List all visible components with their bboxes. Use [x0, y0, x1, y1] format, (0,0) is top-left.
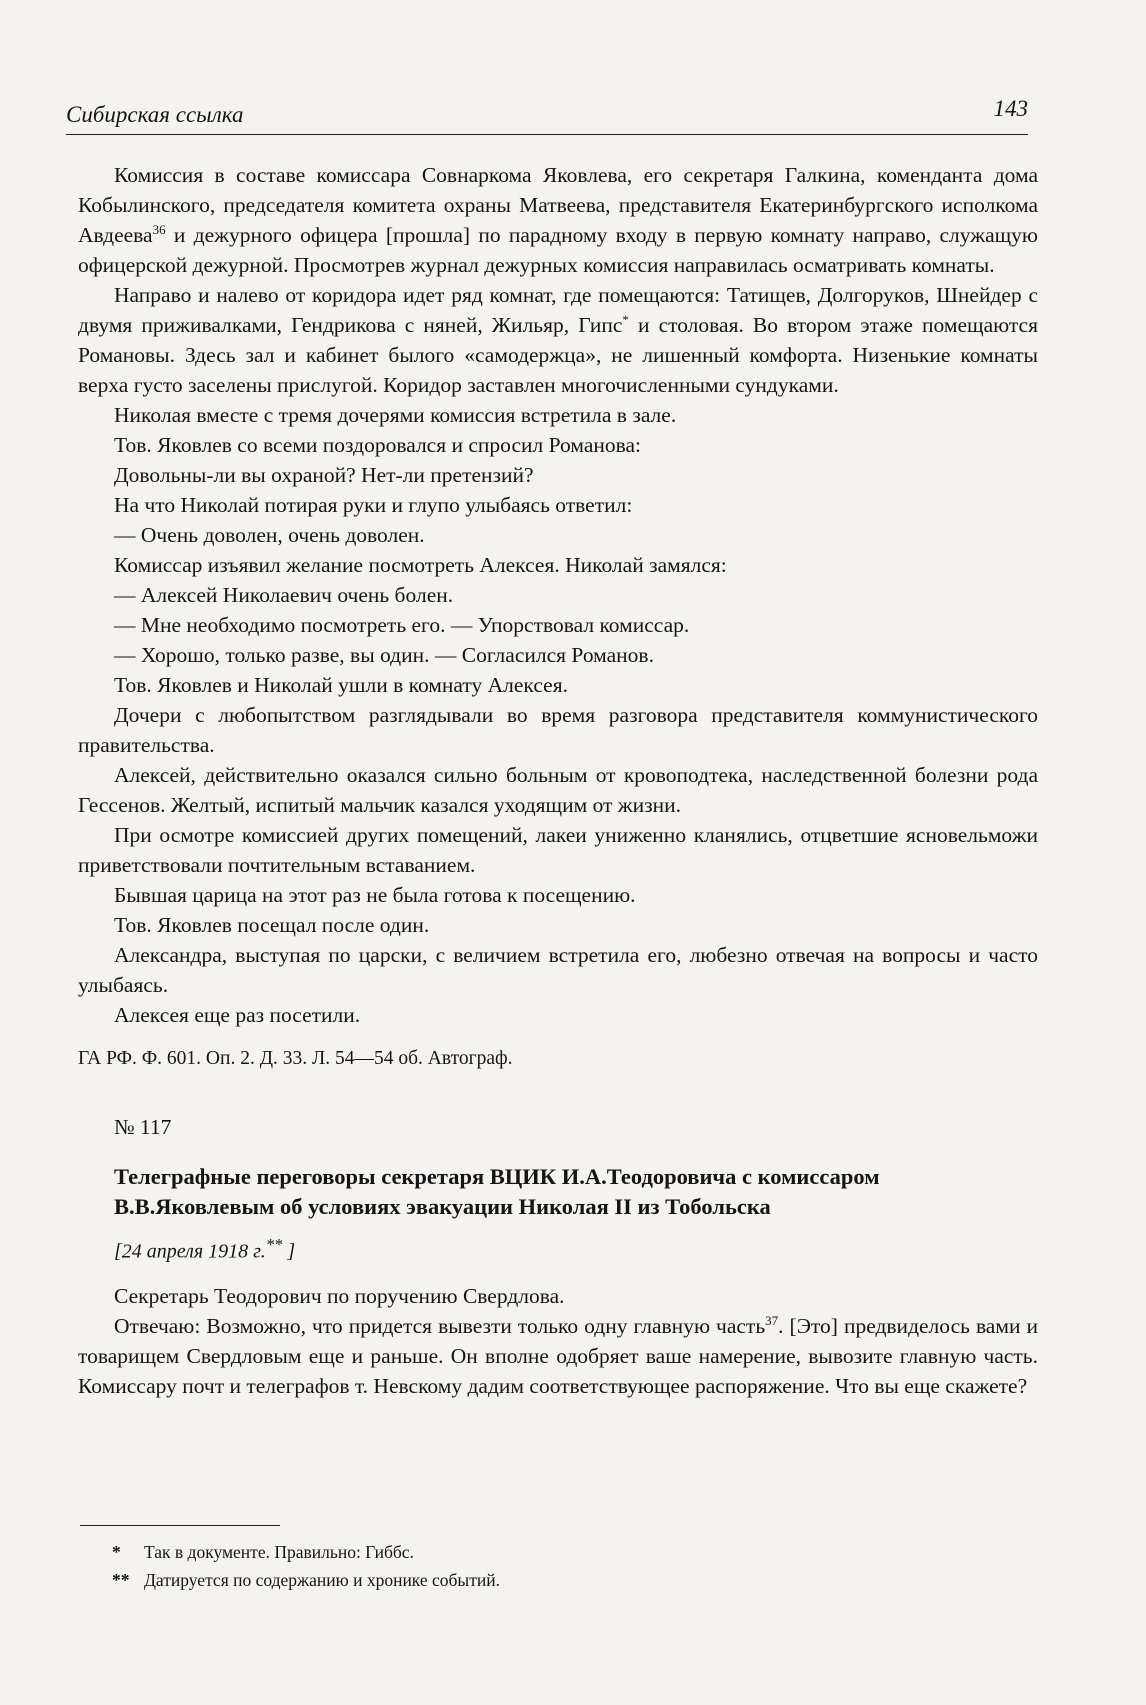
paragraph: Направо и налево от коридора идет ряд комнат, где помещаются: Татищев, Долгоруков, Шнейдер с двумя приживалками, Гендрикова с няней, Жильяр, Гипс* и столовая. Во втором этаже помещаются Романовы. Здесь зал и кабинет былого «самодержца», не лишенный комфорта. Низенькие комнаты верха густо заселены прислугой. Коридор заставлен многочисленными сундуками. [78, 283, 1038, 397]
paragraph: Алексея еще раз посетили. [114, 1003, 361, 1027]
paragraph: Дочери с любопытством разглядывали во время разговора представителя коммунистического правительства. [78, 703, 1038, 757]
document-title: Телеграфные переговоры секретаря ВЦИК И.А.Теодоровича с комиссаром В.В.Яковлевым об условиях эвакуации Николая II из Тобольска [114, 1164, 880, 1219]
paragraph: Александра, выступая по царски, с величием встретила его, любезно отвечая на вопросы и часто улыбаясь. [78, 943, 1038, 997]
paragraph: Николая вместе с тремя дочерями комиссия встретила в зале. [114, 403, 677, 427]
footnotes [112, 1538, 1012, 1594]
document-number: № 117 [114, 1115, 172, 1139]
footnote-divider [80, 1525, 280, 1526]
paragraph: Комиссия в составе комиссара Совнаркома Яковлева, его секретаря Галкина, коменданта дома Кобылинского, председателя комитета охраны Матвеева, представителя Екатеринбургского исполкома Авдеева$^{36}$ и дежурного офицера [прошла] по парадному входу в первую комнату направо, служащую офицерской дежурной. Просмотрев журнал дежурных комиссия направилась осматривать комнаты. [78, 163, 1038, 277]
paragraph: На что Николай потирая руки и глупо улыбаясь ответил: [114, 493, 633, 517]
paragraph: Алексей, действительно оказался сильно больным от кровоподтека, наследственной болезни рода Гессенов. Желтый, испитый мальчик казался уходящим от жизни. [78, 763, 1038, 817]
footnote-ref: 36 [152, 221, 166, 237]
document-date: [24 апреля 1918 г.** ] [114, 1235, 296, 1263]
footnote-text: Датируется по содержанию и хронике событий. [144, 1570, 500, 1590]
footnote-ref: * [622, 311, 629, 327]
main-text [78, 160, 1038, 1401]
footnote-text: Так в документе. Правильно: Гиббс. [144, 1542, 414, 1562]
footnote-mark: ** [112, 1570, 130, 1590]
paragraph: Бывшая царица на этот раз не была готова к посещению. [114, 883, 636, 907]
footnote-mark: * [112, 1542, 121, 1562]
running-title: Сибирская ссылка [66, 102, 244, 127]
footnote-ref: ** [265, 1235, 283, 1254]
paragraph: Довольны-ли вы охраной? Нет-ли претензий? [114, 463, 534, 487]
page-number: 143 [993, 96, 1028, 121]
paragraph: Отвечаю: Возможно, что придется вывезти только одну главную часть$^{37}$. [Это] предвиделось вами и товарищем Свердловым еще и раньше. Он вполне одобряет ваше намерение, вывозите главную часть. Комиссару почт и телеграфов т. Невскому дадим соответствующее распоряжение. Что вы еще скажете? [78, 1312, 1039, 1398]
paragraph: Секретарь Теодорович по поручению Свердлова. [114, 1283, 565, 1308]
footnote [112, 1566, 1012, 1594]
paragraph: — Хорошо, только разве, вы один. — Согласился Романов. [114, 643, 654, 667]
paragraph: — Алексей Николаевич очень болен. [114, 583, 454, 607]
paragraph: — Очень доволен, очень доволен. [114, 523, 425, 547]
paragraph: — Мне необходимо посмотреть его. — Упорствовал комиссар. [114, 613, 690, 637]
archive-source: ГА РФ. Ф. 601. Оп. 2. Д. 33. Л. 54—54 об. Автограф. [78, 1048, 513, 1069]
running-header [66, 94, 1028, 135]
footnote [112, 1538, 1012, 1566]
paragraph: Тов. Яковлев и Николай ушли в комнату Алексея. [114, 673, 568, 697]
paragraph: Тов. Яковлев со всеми поздоровался и спросил Романова: [114, 433, 642, 457]
footnote-ref: 37 [765, 1312, 779, 1328]
paragraph: Тов. Яковлев посещал после один. [114, 913, 430, 937]
paragraph: При осмотре комиссией других помещений, лакеи униженно кланялись, отцветшие ясновельможи приветствовали почтительным вставанием. [78, 823, 1038, 877]
paragraph: Комиссар изъявил желание посмотреть Алексея. Николай замялся: [114, 553, 727, 577]
